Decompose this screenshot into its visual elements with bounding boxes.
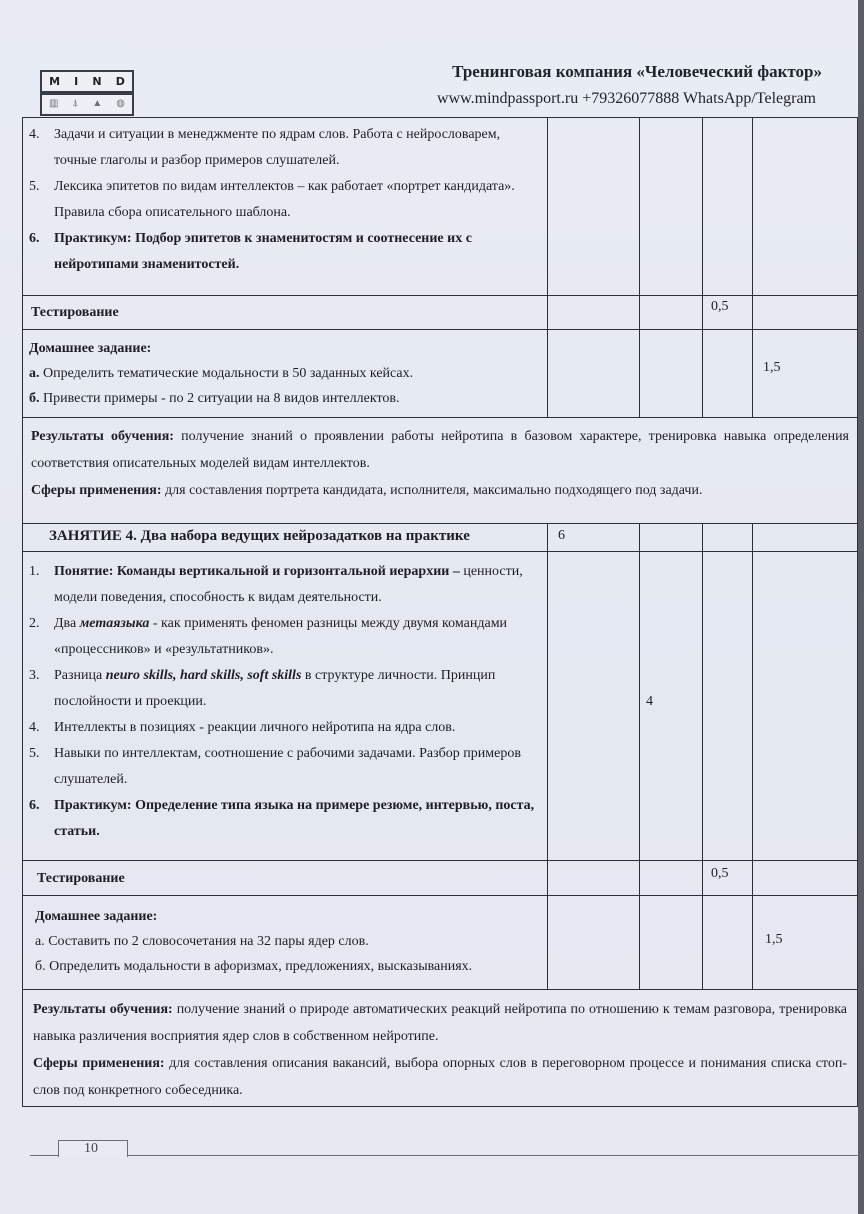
homework-label: Домашнее задание: bbox=[29, 341, 152, 356]
globe-icon: ◍ bbox=[116, 98, 125, 109]
table-row-lesson3-items bbox=[22, 117, 858, 296]
homework-block bbox=[23, 330, 547, 415]
testing-hours: 0,5 bbox=[711, 866, 729, 881]
logo-letter-n: N bbox=[92, 75, 102, 88]
table-row-lesson4-items bbox=[22, 551, 858, 861]
logo-letter-i: I bbox=[74, 75, 79, 88]
hand-icon: ⍋ bbox=[72, 98, 79, 109]
page-number: 10 bbox=[84, 1141, 98, 1156]
results-block bbox=[23, 990, 857, 1110]
testing-label: Тестирование bbox=[37, 871, 125, 886]
list-item: 1. Понятие: Команды вертикальной и горизонтальной иерархии – ценности, модели поведения, способность к видам деятельности. bbox=[29, 564, 523, 605]
triangle-icon: ▲ bbox=[92, 98, 103, 109]
list-item: 3. Разница neuro skills, hard skills, soft skills в структуре личности. Принцип послойности и проекции. bbox=[29, 668, 496, 709]
testing-hours: 0,5 bbox=[711, 299, 729, 314]
homework-label: Домашнее задание: bbox=[35, 909, 158, 924]
table-row-testing bbox=[22, 860, 858, 896]
footer-rule bbox=[30, 1155, 860, 1156]
logo-letter-m: M bbox=[49, 75, 61, 88]
learning-results: Результаты обучения: получение знаний о природе автоматических реакций нейротипа по отношению к темам разговора, тренировка навыка различения восприятия ядер слов в собственном нейротипе. bbox=[33, 1002, 847, 1044]
homework-item-b: б. Определить модальности в афоризмах, предложениях, высказываниях. bbox=[35, 959, 473, 974]
homework-item-a: а. Составить по 2 словосочетания на 32 пары ядер слов. bbox=[35, 934, 369, 949]
lesson3-item-list bbox=[23, 118, 547, 282]
results-block bbox=[23, 418, 857, 508]
table-row-homework bbox=[22, 329, 858, 418]
company-contact: www.mindpassport.ru +79326077888 WhatsApp/Telegram bbox=[437, 90, 816, 107]
lesson4-total-hours: 6 bbox=[558, 528, 565, 543]
book-icon: ▥ bbox=[48, 98, 59, 109]
list-item: 4. Задачи и ситуации в менеджменте по ядрам слов. Работа с нейрословарем, точные глаголы и разбор примеров слушателей. bbox=[29, 127, 501, 168]
table-row-testing bbox=[22, 295, 858, 330]
table-row-results bbox=[22, 989, 858, 1107]
homework-item-b: б. Привести примеры - по 2 ситуации на 8 видов интеллектов. bbox=[29, 391, 400, 406]
homework-item-a: а. Определить тематические модальности в 50 заданных кейсах. bbox=[29, 366, 414, 381]
homework-hours: 1,5 bbox=[763, 360, 781, 375]
list-item: 5. Лексика эпитетов по видам интеллектов – как работает «портрет кандидата». Правила сбора описательного шаблона. bbox=[29, 179, 515, 220]
company-title: Тренинговая компания «Человеческий фактор» bbox=[452, 62, 822, 81]
application-scope: Сферы применения: для составления портрета кандидата, исполнителя, максимально подходящего под задачи. bbox=[31, 483, 703, 498]
list-item: 4. Интеллекты в позициях - реакции личного нейротипа на ядра слов. bbox=[29, 720, 456, 735]
lesson4-theory-hours: 4 bbox=[646, 694, 653, 709]
list-item: 6. Практикум: Подбор эпитетов к знаменитостям и соотнесение их с нейротипами знаменитостей. bbox=[29, 231, 472, 272]
lesson4-item-list bbox=[23, 552, 547, 849]
homework-block bbox=[23, 896, 547, 987]
table-row-homework bbox=[22, 895, 858, 990]
list-item: 2. Два метаязыка - как применять феномен разницы между двумя командами «процессников» и «результатников». bbox=[29, 616, 508, 657]
learning-results: Результаты обучения: получение знаний о проявлении работы нейротипа в базовом характере, тренировка навыка определения соответствия описательных моделей видам интеллектов. bbox=[31, 429, 849, 471]
application-scope: Сферы применения: для составления описания вакансий, выбора опорных слов в переговорном процессе и понимания списка стоп-слов под конкретного собеседника. bbox=[33, 1056, 848, 1098]
testing-label: Тестирование bbox=[31, 305, 119, 320]
lesson4-title: ЗАНЯТИЕ 4. Два набора ведущих нейрозадатков на практике bbox=[49, 528, 470, 544]
list-item: 5. Навыки по интеллектам, соотношение с рабочими задачами. Разбор примеров слушателей. bbox=[29, 746, 521, 787]
homework-hours: 1,5 bbox=[765, 932, 783, 947]
table-row-results bbox=[22, 417, 858, 524]
table-row-lesson4-title bbox=[22, 523, 858, 552]
logo-letter-d: D bbox=[115, 75, 125, 88]
mind-logo bbox=[40, 70, 134, 116]
list-item: 6. Практикум: Определение типа языка на примере резюме, интервью, поста, статьи. bbox=[29, 798, 535, 839]
